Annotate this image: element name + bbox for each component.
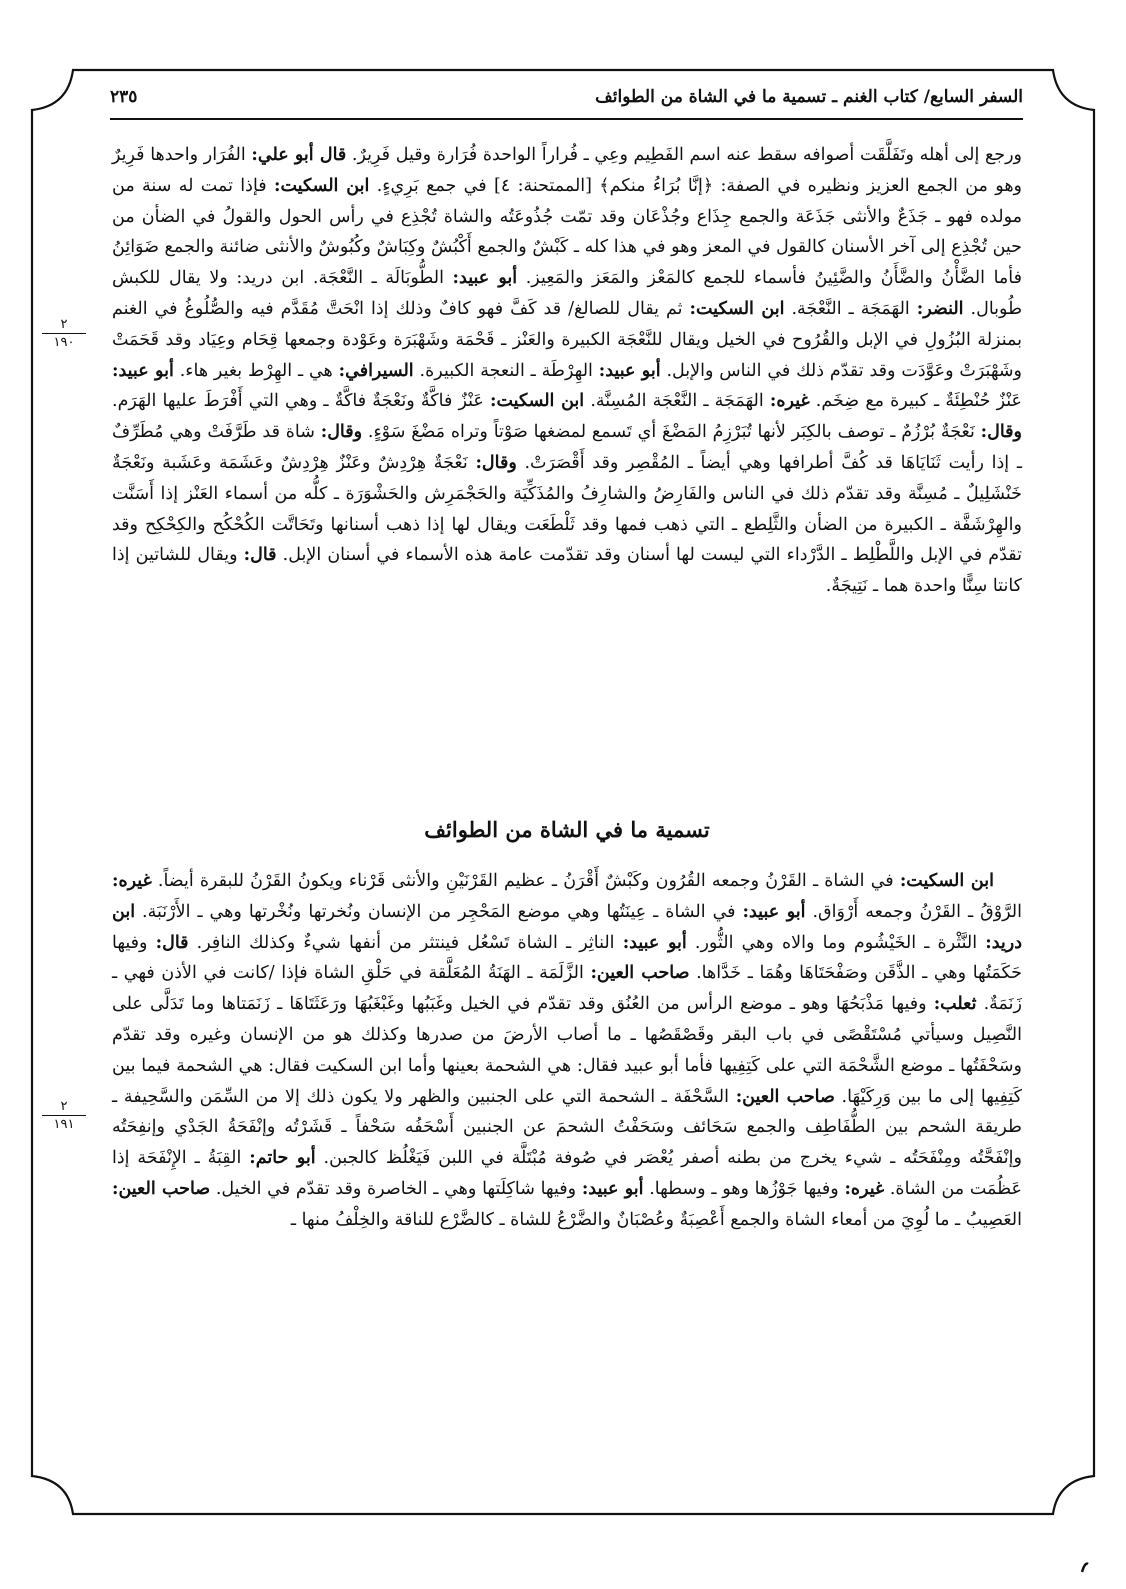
text-run: ثم يقال للصالغ/ قد كَفَّ فهو كافٌ وذلك إذا انْحَتَّ مُقَدَّم فيه والصُّلُوغُ في الغنم بمنزلة البُزُولِ في الإبل والقُرُوح في الخيل ويقال للنَّعْجَة الكبيرة والعَنْز ـ قَحْمَة وشَهْبَرَة وعَوْدة وجمعها قِحَام وعِيَاد وقد قَحَمَتْ وشَهْبَرَتْ وعَوَّدَت وقد تقدّم ذلك في الناس والإبل.	[112, 298, 1023, 381]
text-run: الفُرَار واحدها فَرِيرٌ وهو من الجمع العزيز ونظيره في الصفة: ﴿إنَّا بُرَاءُ منكم﴾ [الممتحنة: ٤] في جمع بَرِيءٍ.	[112, 145, 1023, 196]
speaker-label: ابن السكيت:	[899, 871, 994, 891]
margin-ref-denominator: ١٩١	[53, 1117, 75, 1132]
speaker-label: غيره:	[844, 1178, 885, 1199]
speaker-label: ابن السكيت:	[274, 175, 370, 196]
speaker-label: أبو عبيد:	[112, 360, 174, 381]
margin-ref-denominator: ١٩٠	[53, 335, 75, 350]
speaker-label: السيرافي:	[338, 360, 414, 381]
page-number: ٢٣٥	[110, 87, 138, 107]
speaker-label: صاحب العين:	[735, 1086, 835, 1107]
speaker-label: صاحب العين:	[112, 1178, 211, 1199]
text-run: الطُّوبَالَة ـ النَّعْجَة. ابن دريد: ولا يقال للكبش طُوبال.	[112, 268, 1022, 319]
margin-ref-numerator: ٢	[42, 318, 86, 334]
text-run: الناثِر ـ الشاة تَسْعُل فينتثر من أنفها شيءٌ وكذلك النافِر.	[188, 932, 623, 953]
text-run: الزَّلَمَة ـ الهَنَةُ المُعَلَّقة في حَلْقِ الشاة فإذا /كانت في الأذن فهي ـ زَنَمَةٌ.	[112, 963, 1022, 1015]
speaker-label: أبو عبيد:	[452, 268, 518, 289]
text-run: وفيها جَوْزُها وهو ـ وسطها.	[643, 1178, 845, 1199]
speaker-label: قال:	[243, 545, 277, 566]
text-run: عَنْزٌ فاكَّةٌ ونَعْجَةٌ فاكَّةٌ ـ وهي التي أَفْرَطَ عليها الهَرَم.	[112, 391, 491, 412]
text-run: هي ـ الهِرْط بغير هاء.	[173, 360, 339, 381]
section-heading: تسمية ما في الشاة من الطوائف	[424, 817, 710, 842]
margin-reference-190	[42, 318, 86, 349]
speaker-label: صاحب العين:	[590, 963, 690, 984]
speaker-label: ابن السكيت:	[490, 391, 585, 412]
text-run: ويقال للشاتين إذا كانتا سِنًّا واحدة هما ـ نَتِيجَةٌ.	[112, 545, 1022, 597]
speaker-label: غيره:	[769, 391, 810, 412]
speaker-label: أبو عبيد:	[581, 1178, 644, 1199]
text-run: العَصِيبُ ـ ما لُوِيَ من أمعاء الشاة والجمع أَعْصِبَةٌ وعُصْبَانٌ والضَّرْعُ للشاة ـ كالضَّرْع للناقة والخِلْفُ منها ـ	[290, 1209, 1022, 1230]
text-run: الرَّوْقُ ـ القَرْنُ وجمعه أَرْوَاق.	[805, 901, 1022, 922]
running-title: السفر السابع/ كتاب الغنم ـ تسمية ما في الشاة من الطوائف	[595, 87, 1023, 107]
speaker-label: أبو عبيد:	[742, 901, 806, 922]
text-run: الهَمَجَة ـ النَّعْجَة المُسِنَّة.	[584, 391, 770, 412]
speaker-label: أبو عبيد:	[598, 360, 661, 381]
paragraph-text	[112, 866, 1022, 1236]
speaker-label: ثعلب:	[933, 994, 977, 1015]
stray-ink-mark	[1080, 1560, 1090, 1574]
speaker-label: وقال:	[475, 452, 517, 473]
header-rule	[110, 118, 1023, 120]
speaker-label: غيره:	[112, 871, 152, 891]
text-run: السَّحْفَة ـ الشحمة التي على الجنبين والظهر ولا يكون ذلك إلا من السِّمَن والسَّحِيفة ـ طريقة الشحم بين الطُّفَاطِف والجمع سَحَائف وسَحَفْتُ الشحمَ عن الجنبين أَسْحَفُه سَحْفاً ـ قَشَرْتُه وإنْفَحَةُ الجَدْي وإنفِحَتُه وإنْفَحَّتُه ومِنْفَحَتُه ـ شيء يخرج من بطنه أصفر يُعْصَر في صُوفة مُبْتَلَّة في اللبن فَيَغْلُظ كالجبن.	[112, 1086, 1022, 1169]
text-run: وفيها حَكَمَتُها وهي ـ الذَّقَن وصَفْحَتَاهَا وهُمَا ـ خَدَّاها.	[112, 932, 1022, 984]
text-run: ورجع إلى أهله وتَفَلَّقَت أصوافه سقط عنه اسم الفَطِيم وعِي ـ فُراراً الواحدة فُرَارة وقيل فَرِيرٌ.	[346, 145, 1022, 165]
text-run: وفيها شاكِلَتها وهي ـ الخاصرة وقد تقدّم في الخيل.	[210, 1178, 582, 1199]
paragraph-text	[112, 140, 1022, 602]
text-run: الهِرْطَة ـ النعجة الكبيرة.	[413, 360, 599, 381]
text-run: الهَمَجَة ـ النَّعْجَة.	[784, 298, 917, 319]
text-run: نَعْجَةٌ هِرْدِشٌ وعَنْزٌ هِرْدِشٌ وعَشَمَة وعَشَبة ونَعْجَةٌ خَنْشَلِيلٌ ـ مُسِنَّة وقد تقدّم ذلك في الناس والفَارِضُ والشارِفُ والمُذَكِّيَة والحَجْمَرِش والحَشْوَرَة ـ كلُّه من أسماء العَنْز إذا أَسَنَّت والهِرْشَفَّة ـ الكبيرة من الضأن والثَّلِطع ـ التي ذهب فمها وقد ثَلْطَعَت ويقال لها إذا ذهب أسنانها وتَحَاتَّت الكُحْكُح والكِحْكِح وقد تقدّم في الإبل واللَّطْلِط ـ الدَّرْداء التي ليست لها أسنان وقد تقدّمت عامة هذه الأسماء في أسنان الإبل.	[112, 452, 1022, 566]
speaker-label: النضر:	[916, 298, 964, 319]
text-run: شاة قد طَرَّفَتْ وهي مُطَرِّفٌ ـ إذا رأيت ثَنَايَاهَا قد كُفَّ أطرافها وهي أيضاً ـ المُقْصِر وقد أَقْصَرَتْ.	[112, 422, 1022, 473]
text-run: في الشاة ـ القَرْنُ وجمعه القُرُون وكَبْشٌ أَقْرَنُ ـ عظيم القَرْنَيْنِ والأنثى قَرْناء ويكونُ القَرْنُ للبقرة أيضاً.	[151, 871, 900, 891]
speaker-label: أبو حاتم:	[249, 1148, 316, 1169]
speaker-label: ابن دريد:	[112, 901, 1022, 953]
text-run: في الشاة ـ عِينَتُها وهي موضع المَحْجِر من الإنسان ونُخرتها ونُخْرتها وهي ـ الأَرْنَبَة.	[135, 901, 743, 922]
text-run: نَعْجَةٌ بُرْزُمٌ ـ توصف بالكِبَر لأنها تُبَرْزِمُ المَضْغَ أي تَسمع لمضغها صَوْتاً وتراه مَضْغَ سَوْءٍ.	[362, 422, 981, 443]
margin-reference-191	[42, 1100, 86, 1131]
speaker-label: وقال:	[980, 422, 1022, 443]
text-run: فإذا تمت له سنة من مولده فهو ـ جَذَعٌ والأنثى جَذَعَة والجمع جِذَاع وجُذْعَان وقد تمّت جُذُوعَتُه والشاة تُجْذِع في رأس الحول والقولُ في الضأن من حين تُجْذِع إلى آخر الأسنان كالقول في المعز وهو في هذا كله ـ كَبْشٌ والجمع أَكْبُشٌ وكِبَاشٌ وكُبُوشٌ والأنثى ضائنة والجمع ضَوَائِنُ فأما الضَّأْنُ والضَّأَنُ والضَّئِينُ فأسماء للجمع كالمَعْز والمَعَز والمَعِيز.	[112, 175, 1022, 289]
text-run: القِبَةُ ـ الإِنْفَحَة إذا عَظُمَت من الشاة.	[112, 1148, 1022, 1199]
text-run: وفيها مَذْبَحُهَا وهو ـ موضع الرأس من العُنُق وقد تقدّم في الخيل وغَبَبُها وغَبْغَبُهَا ورَعَثَتَاهَا ـ زَنَمَتاها وما تَدَلَّى على النَّصِيل وسيأتي مُسْتَقْصًى في باب البقر وقَصْقَصُها ـ ما أصاب الأرضَ من صدرها وكذلك هو من الإنسان وغيره وقد تقدّم وسَحْفَتُها ـ موضع الشَّحْمَة التي على كَتِفِيها فأما أبو عبيد فقال: هي الشحمة بعينها وأما ابن السكيت فقال: هي الشحمة فيما بين كَتِفِيها إلى ما بين وَرِكَيْهَا.	[112, 994, 1022, 1107]
speaker-label: وقال:	[320, 422, 363, 443]
text-run: عَنْزٌ حُنْطِئَةٌ ـ كبيرة مع ضِخَم.	[809, 391, 1022, 412]
speaker-label: قال:	[155, 932, 189, 953]
body-paragraph-2	[112, 866, 1022, 1236]
speaker-label: أبو عبيد:	[622, 932, 687, 953]
speaker-label: ابن السكيت:	[689, 298, 785, 319]
running-header	[110, 80, 1023, 114]
margin-ref-numerator: ٢	[42, 1100, 86, 1116]
speaker-label: قال أبو علي:	[251, 145, 347, 165]
text-run: النَّثْرة ـ الخَيْشُوم وما والاه وهي الثُّور.	[686, 932, 986, 953]
body-paragraph-1	[112, 140, 1022, 602]
